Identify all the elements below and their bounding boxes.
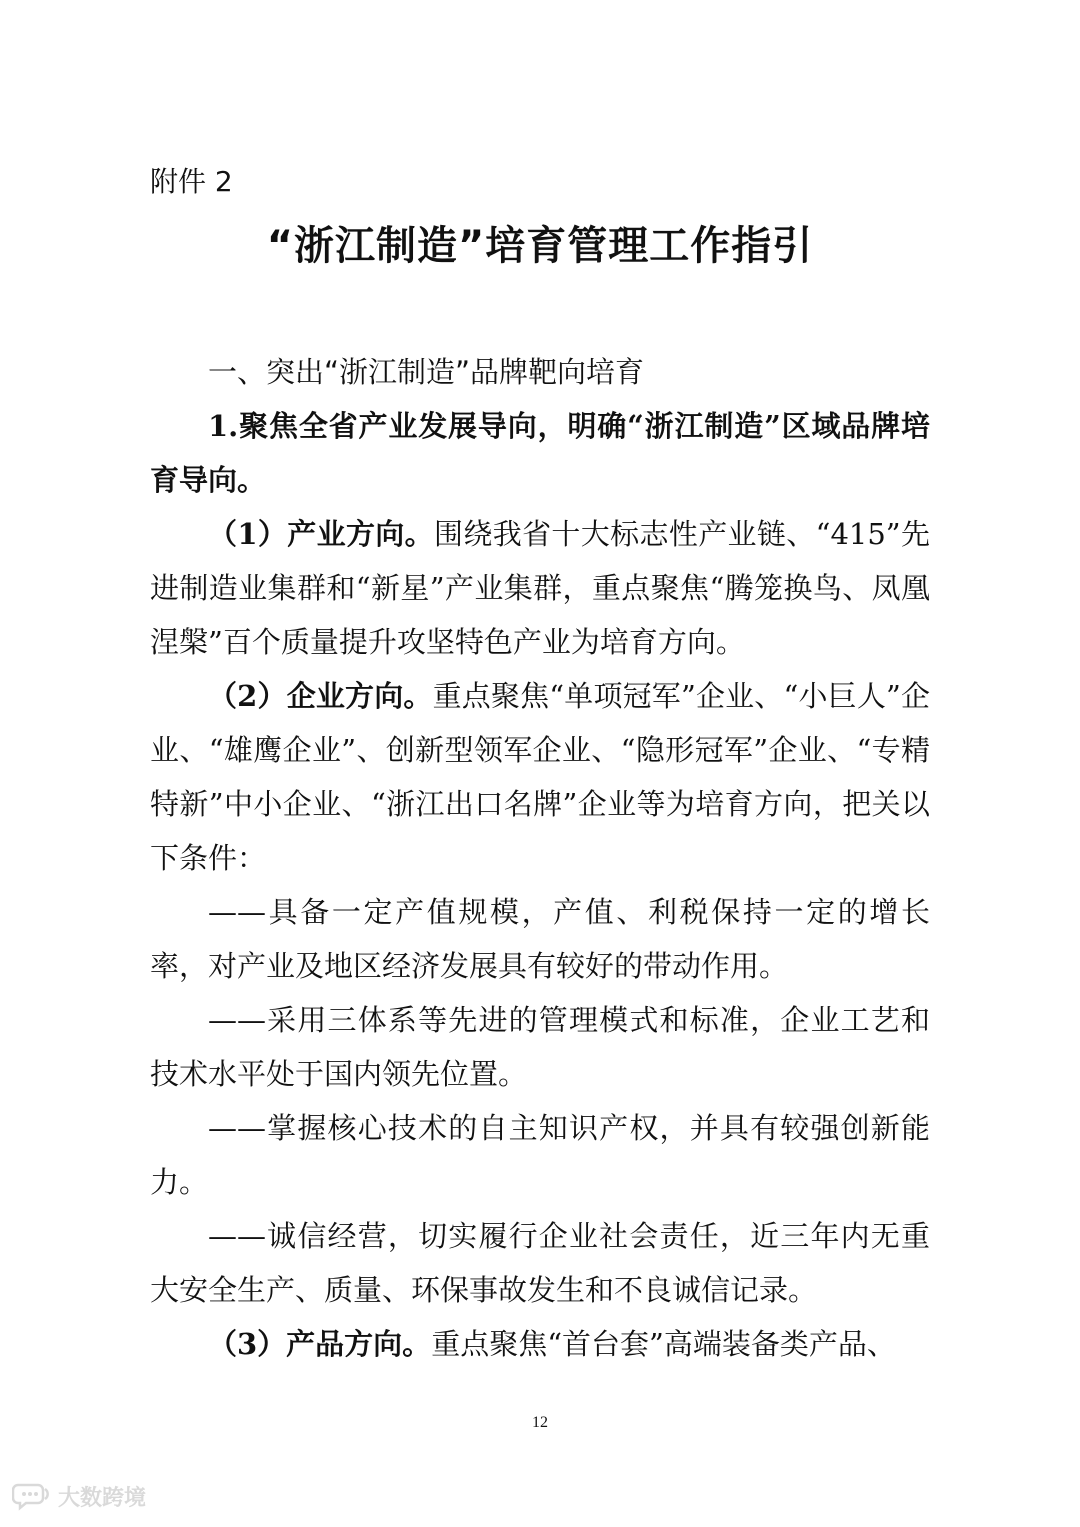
watermark — [12, 1478, 146, 1514]
page-number: 12 — [532, 1414, 548, 1431]
item-1-heading: 1.聚焦全省产业发展导向，明确“浙江制造”区域品牌培育导向。 — [150, 409, 930, 497]
industry-direction-text: 围绕我省十大标志性产业链、“415”先进制造业集群和“新星”产业集群，重点聚焦“腾笼换鸟、凤凰涅槃”百个质量提升攻坚特色产业为培育方向。 — [150, 517, 930, 659]
paragraph-industry-direction — [150, 507, 930, 669]
product-direction-text: 重点聚焦“首台套”高端装备类产品、 — [431, 1327, 896, 1361]
enterprise-direction-lead: （2）企业方向。 — [208, 679, 433, 713]
product-direction-lead: （3）产品方向。 — [208, 1327, 432, 1361]
paragraph-product-direction — [150, 1317, 930, 1371]
document-title: “浙江制造”培育管理工作指引 — [266, 223, 814, 269]
condition-item: ——采用三体系等先进的管理模式和标准，企业工艺和技术水平处于国内领先位置。 — [150, 1003, 930, 1091]
condition-item: ——具备一定产值规模，产值、利税保持一定的增长率，对产业及地区经济发展具有较好的带动作用。 — [150, 895, 930, 983]
condition-item: ——诚信经营，切实履行企业社会责任，近三年内无重大安全生产、质量、环保事故发生和不良诚信记录。 — [150, 1219, 930, 1307]
paragraph-enterprise-direction — [150, 669, 930, 885]
attachment-label: 附件 2 — [150, 165, 233, 198]
condition-item: ——掌握核心技术的自主知识产权，并具有较强创新能力。 — [150, 1111, 930, 1199]
document-body — [150, 345, 930, 1371]
chat-bubble-logo-icon — [12, 1481, 52, 1511]
section-heading: 一、突出“浙江制造”品牌靶向培育 — [208, 355, 645, 389]
industry-direction-lead: （1）产业方向。 — [208, 517, 435, 551]
enterprise-direction-text: 重点聚焦“单项冠军”企业、“小巨人”企业、“雄鹰企业”、创新型领军企业、“隐形冠军”企业、“专精特新”中小企业、“浙江出口名牌”企业等为培育方向，把关以下条件： — [150, 679, 930, 875]
watermark-text: 大数跨境 — [58, 1485, 147, 1511]
